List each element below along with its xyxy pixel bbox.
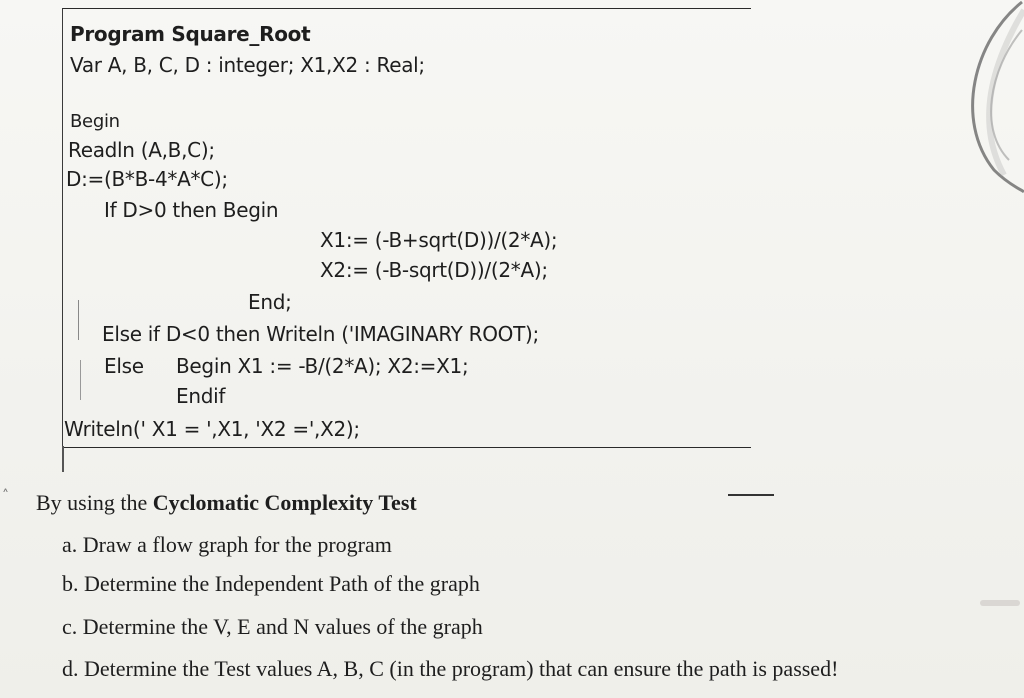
margin-mark	[78, 300, 79, 340]
dash-mark	[728, 494, 774, 496]
code-begin: Begin	[70, 111, 120, 132]
page-curl-shadow	[934, 0, 1024, 240]
question-b: b. Determine the Independent Path of the graph	[62, 571, 480, 596]
question-c: c. Determine the V, E and N values of the graph	[62, 614, 483, 639]
code-discriminant: D:=(B*B-4*A*C);	[66, 167, 228, 191]
code-if-positive: If D>0 then Begin	[104, 198, 279, 222]
code-writeln: Writeln(' X1 = ',X1, 'X2 =',X2);	[64, 417, 360, 441]
question-d: d. Determine the Test values A, B, C (in the program) that can ensure the path is passed!	[62, 656, 839, 681]
question-a: a. Draw a flow graph for the program	[62, 532, 392, 557]
code-x2-formula: X2:= (-B-sqrt(D))/(2*A);	[320, 258, 548, 282]
margin-mark	[80, 360, 81, 400]
scan-mark: ˄	[2, 488, 9, 504]
code-else-if: Else if D<0 then Writeln ('IMAGINARY ROOT);	[102, 322, 539, 346]
code-end: End;	[248, 290, 292, 314]
intro-bold: Cyclomatic Complexity Test	[152, 490, 417, 515]
program-title: Program Square_Root	[70, 22, 311, 46]
code-else: Else	[104, 354, 144, 378]
var-declaration: Var A, B, C, D : integer; X1,X2 : Real;	[70, 53, 425, 77]
code-else-begin: Begin X1 := -B/(2*A); X2:=X1;	[176, 354, 469, 378]
code-x1-formula: X1:= (-B+sqrt(D))/(2*A);	[320, 228, 558, 252]
question-intro	[36, 490, 417, 516]
code-readln: Readln (A,B,C);	[68, 138, 215, 162]
code-endif: Endif	[176, 384, 226, 408]
scan-smudge	[980, 600, 1020, 606]
margin-tick	[62, 446, 64, 472]
intro-prefix: By using the	[36, 490, 153, 515]
